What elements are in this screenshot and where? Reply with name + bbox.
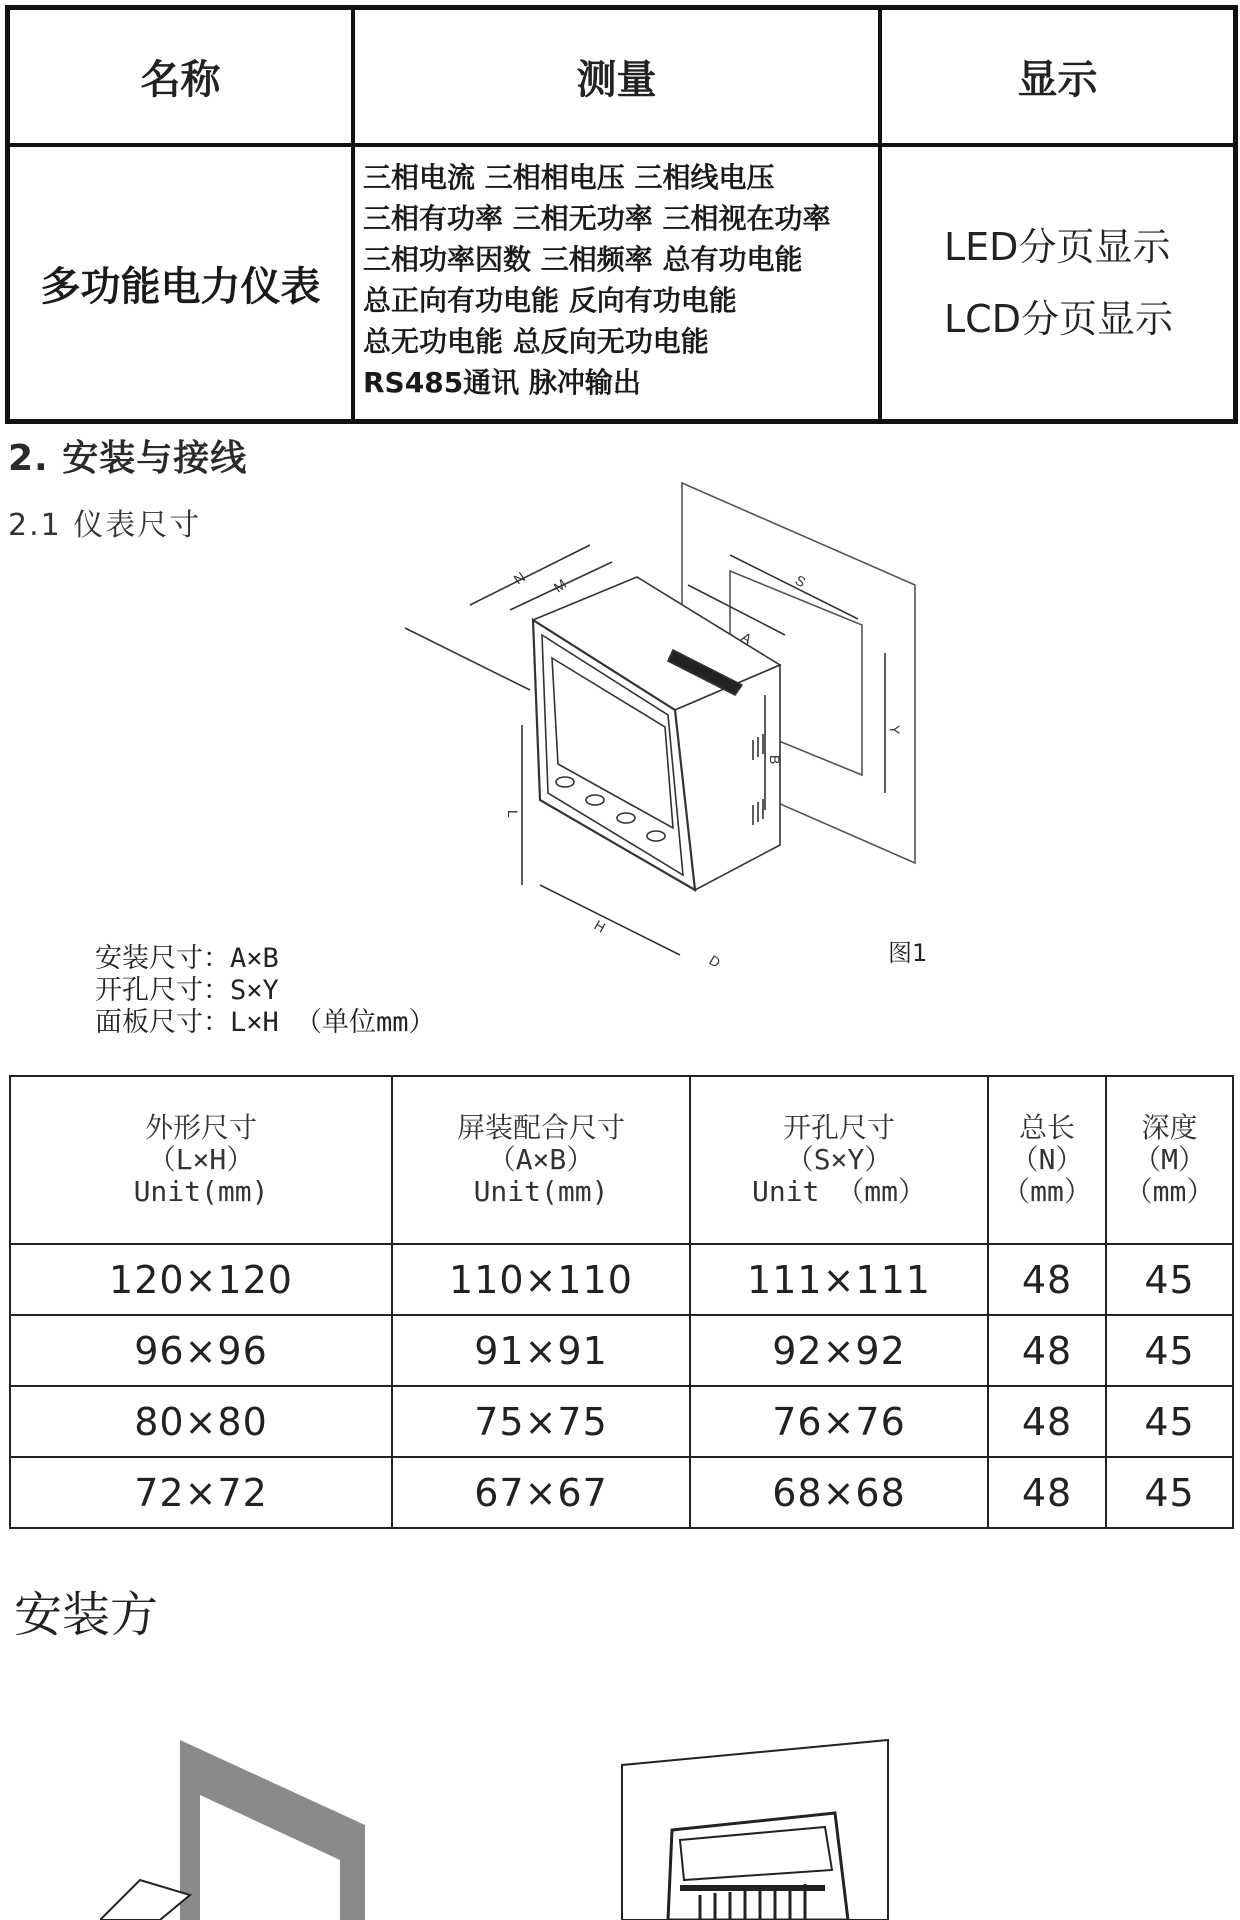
dim-label-a: A — [738, 628, 755, 648]
header-depth: 深度 （M） （mm） — [1106, 1076, 1233, 1244]
dimension-notes — [95, 943, 436, 1039]
table-cell: 76×76 — [690, 1386, 988, 1457]
measurement-line: RS485通讯 脉冲输出 — [363, 366, 641, 399]
table-row — [10, 1315, 1233, 1386]
install-title: 安装方 — [14, 1587, 159, 1643]
table-row — [10, 1457, 1233, 1528]
table-cell: 75×75 — [392, 1386, 690, 1457]
dim-label-b: B — [767, 755, 783, 765]
section-title: 2. 安装与接线 — [8, 438, 248, 479]
dimension-table — [9, 1075, 1234, 1529]
table-cell: 110×110 — [392, 1244, 690, 1315]
dim-label-h: H — [591, 916, 609, 936]
spec-header-display: 显示 — [882, 10, 1233, 147]
measurement-line: 三相功率因数 三相频率 总有功电能 — [363, 243, 803, 276]
table-cell: 45 — [1106, 1386, 1233, 1457]
figure-label: 图1 — [888, 939, 928, 967]
note-cutout-size: 开孔尺寸：S×Y — [95, 975, 279, 1006]
table-cell: 96×96 — [10, 1315, 392, 1386]
spec-header-measurement: 测量 — [355, 10, 882, 147]
dim-label-s: S — [792, 571, 809, 591]
table-cell: 68×68 — [690, 1457, 988, 1528]
table-cell: 120×120 — [10, 1244, 392, 1315]
table-cell: 72×72 — [10, 1457, 392, 1528]
spec-header-name: 名称 — [10, 10, 355, 147]
table-cell: 48 — [988, 1457, 1106, 1528]
spec-measurement-list — [355, 147, 882, 419]
measurement-line: 三相电流 三相相电压 三相线电压 — [363, 161, 775, 194]
table-cell: 45 — [1106, 1457, 1233, 1528]
table-cell: 45 — [1106, 1244, 1233, 1315]
table-header-row — [10, 1076, 1233, 1244]
table-cell: 67×67 — [392, 1457, 690, 1528]
header-outer-size: 外形尺寸 （L×H） Unit(mm) — [10, 1076, 392, 1244]
table-cell: 48 — [988, 1315, 1106, 1386]
dim-label-d: D — [706, 951, 724, 971]
spec-product-name: 多功能电力仪表 — [10, 147, 355, 419]
dim-label-m: M — [550, 575, 570, 596]
table-cell: 80×80 — [10, 1386, 392, 1457]
table-cell: 92×92 — [690, 1315, 988, 1386]
dim-label-y: Y — [887, 725, 903, 735]
header-fit-size: 屏装配合尺寸 （A×B） Unit(mm) — [392, 1076, 690, 1244]
note-panel-size: 面板尺寸：L×H （单位mm） — [95, 1007, 436, 1038]
display-line: LCD分页显示 — [944, 297, 1173, 341]
table-cell: 45 — [1106, 1315, 1233, 1386]
display-line: LED分页显示 — [944, 225, 1171, 269]
dim-label-l: L — [505, 810, 521, 818]
measurement-line: 总正向有功电能 反向有功电能 — [363, 284, 737, 317]
install-meter-illustration — [620, 1735, 900, 1920]
table-cell: 91×91 — [392, 1315, 690, 1386]
note-install-size: 安装尺寸：A×B — [95, 943, 279, 974]
table-cell: 48 — [988, 1386, 1106, 1457]
header-cutout-size: 开孔尺寸 （S×Y） Unit （mm） — [690, 1076, 988, 1244]
meter-dimension-diagram — [390, 475, 950, 990]
header-total-length: 总长 （N） （mm） — [988, 1076, 1106, 1244]
table-cell: 48 — [988, 1244, 1106, 1315]
measurement-line: 总无功电能 总反向无功电能 — [363, 325, 709, 358]
section-subtitle: 2.1 仪表尺寸 — [8, 508, 202, 543]
table-row — [10, 1244, 1233, 1315]
spec-table — [5, 5, 1238, 424]
dim-label-n: N — [510, 568, 529, 588]
table-row — [10, 1386, 1233, 1457]
spec-display-list — [882, 147, 1233, 419]
measurement-line: 三相有功率 三相无功率 三相视在功率 — [363, 202, 831, 235]
install-panel-illustration — [100, 1730, 400, 1920]
table-cell: 111×111 — [690, 1244, 988, 1315]
